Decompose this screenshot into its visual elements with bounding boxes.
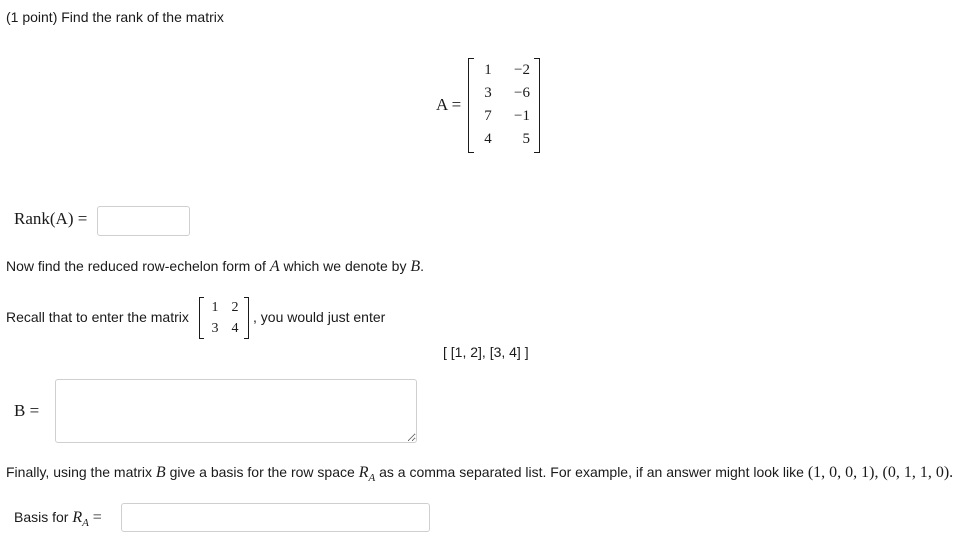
basis-input[interactable] [121, 503, 430, 532]
var-r: R [72, 509, 83, 526]
b-label: B = [14, 401, 40, 420]
matrix-a-cell: 4 [484, 131, 492, 147]
matrix-a-cell: 7 [484, 108, 492, 124]
example-cell: 2 [231, 300, 239, 315]
b-matrix-textarea[interactable] [55, 379, 417, 443]
matrix-a-label: A = [436, 95, 462, 114]
var-b: B [410, 258, 421, 275]
basis-instruction [6, 464, 953, 484]
rank-label: Rank(A) = [14, 209, 88, 228]
rref-prefix: Now find the reduced row-echelon form of [6, 258, 266, 274]
finally-example: (1, 0, 0, 1), (0, 1, 1, 0). [807, 464, 954, 481]
basis-label-eq: = [92, 509, 102, 526]
rref-mid: which we denote by [283, 258, 407, 274]
basis-label-prefix: Basis for [14, 509, 69, 525]
example-cell: 4 [231, 321, 239, 336]
example-cell: 3 [211, 321, 219, 336]
example-cell: 1 [211, 300, 219, 315]
rank-input[interactable] [97, 206, 190, 236]
basis-label [14, 509, 102, 529]
recall-suffix: , you would just enter [253, 309, 386, 325]
finally-mid: give a basis for the row space [169, 464, 355, 480]
matrix-a-cell: 3 [484, 85, 492, 101]
recall-text: Recall that to enter the matrix [6, 309, 189, 325]
finally-prefix: Finally, using the matrix [6, 464, 153, 480]
right-bracket [534, 58, 540, 153]
rref-instruction [6, 258, 424, 276]
var-r-subscript: A [82, 516, 89, 529]
left-bracket [199, 297, 204, 339]
matrix-a-cell: −2 [514, 62, 530, 78]
matrix-a-cell: −6 [514, 85, 530, 101]
var-a: A [269, 258, 280, 275]
matrix-a-cell: 5 [522, 131, 530, 147]
matrix-a [468, 58, 540, 153]
problem-heading: (1 point) Find the rank of the matrix [6, 9, 224, 25]
finally-suffix: as a comma separated list. For example, if an answer might look like [379, 464, 804, 480]
example-entry: [ [1, 2], [3, 4] ] [443, 344, 529, 360]
var-r-subscript: A [368, 471, 376, 484]
var-r: R [358, 464, 369, 481]
rref-end: . [420, 258, 425, 274]
var-b: B [155, 464, 166, 481]
matrix-a-cell: 1 [484, 62, 492, 78]
matrix-a-cell: −1 [514, 108, 530, 124]
example-matrix [199, 297, 249, 339]
